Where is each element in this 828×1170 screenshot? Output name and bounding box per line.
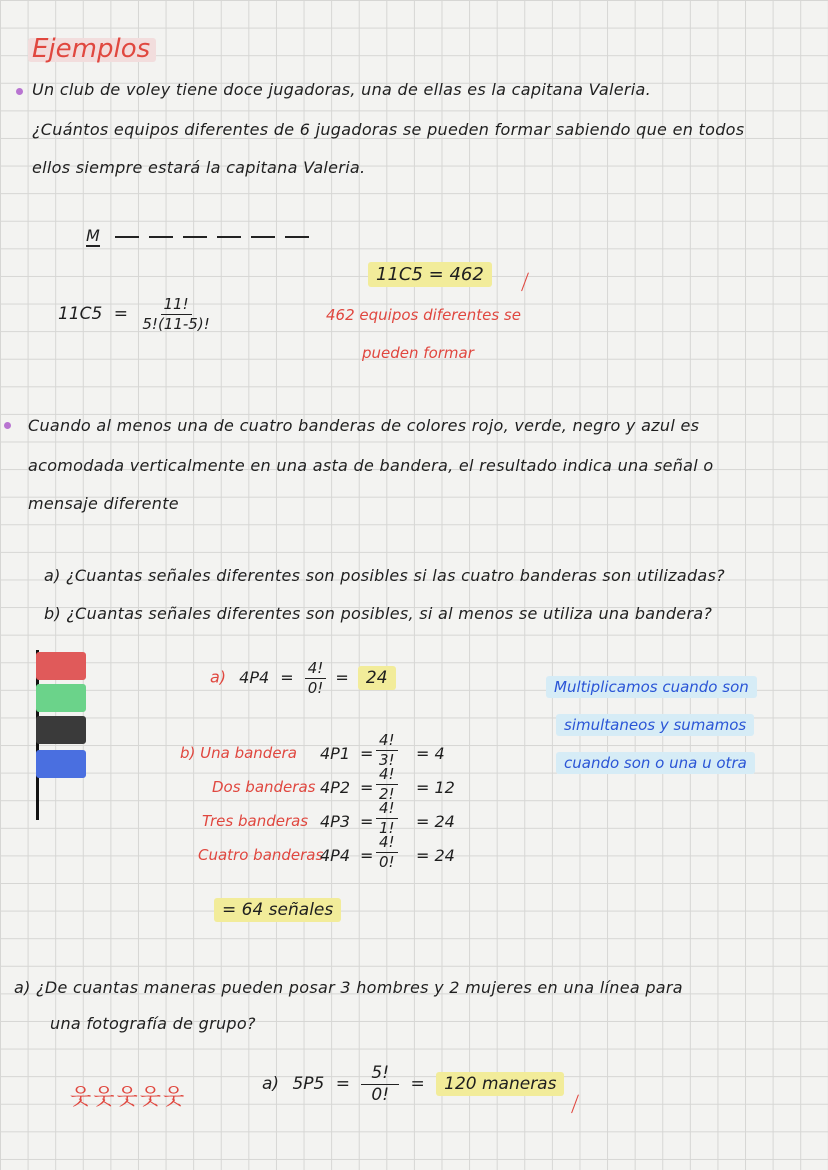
row-label: b) Una bandera bbox=[180, 744, 297, 762]
ex2-question-a: a) ¿Cuantas señales diferentes son posibles si las cuatro banderas son utilizadas? bbox=[44, 566, 725, 585]
comb-left: 11C5 bbox=[58, 304, 103, 324]
part-a-fraction bbox=[305, 660, 327, 696]
note-line1: Multiplicamos cuando son bbox=[546, 676, 757, 698]
blue-flag bbox=[36, 750, 86, 778]
part-a-result: 24 bbox=[358, 666, 396, 690]
frac-denominator: 2! bbox=[379, 784, 395, 803]
ex3-label: a) bbox=[262, 1074, 280, 1095]
ex2-line3: mensaje diferente bbox=[28, 494, 179, 513]
row-label: Tres banderas bbox=[202, 812, 309, 830]
frac-denominator: 0! bbox=[379, 852, 395, 871]
ex2-line1: Cuando al menos una de cuatro banderas de colores rojo, verde, negro y azul es bbox=[28, 416, 700, 435]
frac-denominator: 1! bbox=[379, 818, 395, 837]
frac-denominator: 0! bbox=[307, 678, 324, 697]
row-perm: 4P2 bbox=[320, 778, 351, 797]
ex2-question-b: b) ¿Cuantas señales diferentes son posibles, si al menos se utiliza una bandera? bbox=[44, 604, 713, 623]
row-result: = 24 bbox=[416, 846, 455, 865]
row-result: = 4 bbox=[416, 744, 445, 763]
frac-numerator: 4! bbox=[376, 766, 398, 785]
row-result: = 12 bbox=[416, 778, 455, 797]
frac-numerator: 4! bbox=[376, 800, 398, 819]
row-perm: 4P3 bbox=[320, 812, 351, 831]
green-flag bbox=[36, 684, 86, 712]
row-label: Dos banderas bbox=[212, 778, 316, 796]
ex3-fraction bbox=[361, 1064, 399, 1104]
row-perm: 4P1 bbox=[320, 744, 351, 763]
row-fraction bbox=[376, 766, 398, 802]
frac-numerator: 5! bbox=[361, 1064, 399, 1085]
ex3-perm: 5P5 bbox=[292, 1074, 325, 1095]
note-line2: simultaneos y sumamos bbox=[556, 714, 754, 736]
part-a-expression: a) 4P4 = $\frac{4!}{0!}$ = 24 bbox=[210, 660, 396, 696]
ex1-line3: ellos siempre estará la capitana Valeria. bbox=[32, 158, 366, 177]
people-icon: 웃웃웃웃웃 bbox=[70, 1085, 187, 1110]
ex3-line1: a) ¿De cuantas maneras pueden posar 3 hombres y 2 mujeres en una línea para bbox=[14, 978, 683, 997]
slot-label: M bbox=[86, 226, 100, 245]
page-title: Ejemplos bbox=[32, 34, 151, 64]
part-a-perm: 4P4 bbox=[239, 667, 270, 687]
total-signals: = 64 señales bbox=[214, 898, 341, 922]
row-result: = 24 bbox=[416, 812, 455, 831]
row-perm: 4P4 bbox=[320, 846, 351, 865]
row-fraction bbox=[376, 732, 398, 768]
red-flag bbox=[36, 652, 86, 680]
frac-numerator: 11! bbox=[161, 296, 192, 315]
bullet-dot bbox=[4, 422, 11, 429]
ex1-answer-line2: pueden formar bbox=[362, 344, 474, 362]
check-mark-icon: ⟋ bbox=[564, 1090, 586, 1118]
bullet-dot bbox=[16, 88, 23, 95]
ex1-line2: ¿Cuántos equipos diferentes de 6 jugadoras se pueden formar sabiendo que en todos bbox=[32, 120, 745, 139]
comb-expression: 11C5 = $\frac{11!}{5!(11-5)!}$ bbox=[58, 296, 213, 332]
frac-numerator: 4! bbox=[305, 660, 327, 679]
frac-numerator: 4! bbox=[376, 732, 398, 751]
frac-denominator: 3! bbox=[379, 750, 395, 769]
row-fraction bbox=[376, 800, 398, 836]
slot-diagram bbox=[86, 226, 309, 245]
part-a-label: a) bbox=[210, 667, 227, 687]
black-flag bbox=[36, 716, 86, 744]
check-mark-icon: ⟋ bbox=[514, 268, 536, 296]
row-label: Cuatro banderas bbox=[198, 846, 324, 864]
comb-fraction bbox=[139, 296, 212, 332]
ex1-line1: Un club de voley tiene doce jugadoras, una de ellas es la capitana Valeria. bbox=[32, 80, 651, 99]
ex3-expression: a) 5P5 = $\frac{5!}{0!}$ = 120 maneras bbox=[262, 1064, 564, 1104]
frac-denominator: 5!(11-5)! bbox=[142, 314, 210, 333]
frac-numerator: 4! bbox=[376, 834, 398, 853]
ex1-answer-line1: 462 equipos diferentes se bbox=[326, 306, 521, 324]
row-fraction bbox=[376, 834, 398, 870]
note-line3: cuando son o una u otra bbox=[556, 752, 755, 774]
frac-denominator: 0! bbox=[371, 1084, 390, 1105]
ex3-line2: una fotografía de grupo? bbox=[50, 1014, 256, 1033]
ex1-result-box: 11C5 = 462 bbox=[368, 262, 492, 287]
ex2-line2: acomodada verticalmente en una asta de bandera, el resultado indica una señal o bbox=[28, 456, 714, 475]
ex3-result: 120 maneras bbox=[436, 1072, 564, 1096]
